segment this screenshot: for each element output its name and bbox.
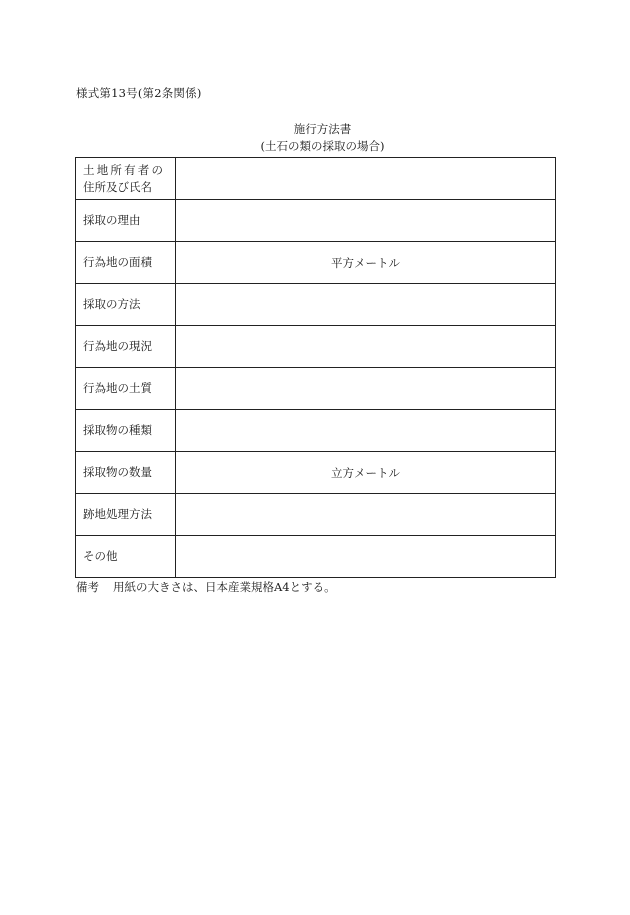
form-number: 様式第13号(第2条関係) [76, 86, 202, 100]
table-row [76, 158, 556, 200]
table-row [76, 494, 556, 536]
row-label-landowner-line2: 住所及び氏名 [83, 179, 152, 194]
table-row [76, 452, 556, 494]
row-label-landowner-line1: 土地所有者の [83, 162, 163, 177]
row-value-other [176, 536, 556, 578]
row-label-area: 行為地の面積 [76, 242, 176, 284]
row-label-other: その他 [76, 536, 176, 578]
row-label-method: 採取の方法 [76, 284, 176, 326]
row-value-quantity-unit: 立方メートル [176, 452, 556, 494]
document-subtitle: (土石の類の採取の場合) [260, 139, 385, 153]
row-value-method [176, 284, 556, 326]
remarks-text: 用紙の大きさは、日本産業規格A4とする。 [113, 580, 336, 594]
row-label-material-type: 採取物の種類 [76, 410, 176, 452]
title-block [75, 121, 556, 155]
row-label-soil: 行為地の土質 [76, 368, 176, 410]
row-value-site-treatment [176, 494, 556, 536]
table-row [76, 326, 556, 368]
remarks-heading: 備考 [76, 580, 99, 594]
row-value-landowner [176, 158, 556, 200]
row-value-soil [176, 368, 556, 410]
table-row [76, 284, 556, 326]
row-label-current-state: 行為地の現況 [76, 326, 176, 368]
table-row [76, 368, 556, 410]
row-value-area-unit: 平方メートル [176, 242, 556, 284]
row-value-reason [176, 200, 556, 242]
row-label-site-treatment: 跡地処理方法 [76, 494, 176, 536]
row-label-quantity: 採取物の数量 [76, 452, 176, 494]
row-label-reason: 採取の理由 [76, 200, 176, 242]
table-row [76, 410, 556, 452]
row-label-landowner [76, 158, 176, 200]
row-value-current-state [176, 326, 556, 368]
remarks [76, 579, 336, 595]
table-row [76, 536, 556, 578]
table-row [76, 242, 556, 284]
row-value-material-type [176, 410, 556, 452]
document-title: 施行方法書 [293, 122, 352, 136]
construction-method-table [75, 157, 556, 578]
table-row [76, 200, 556, 242]
